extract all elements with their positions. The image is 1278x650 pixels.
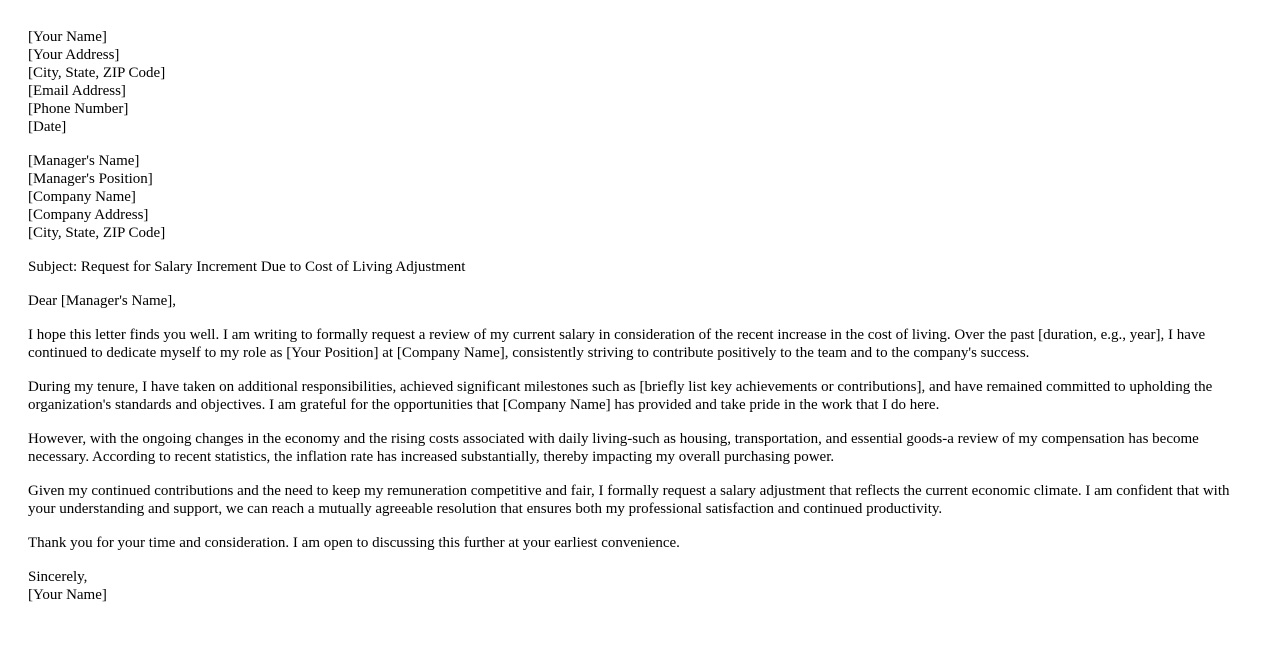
subject-line: Subject: Request for Salary Increment Due to Cost of Living Adjustment [28,259,466,275]
signature-name: [Your Name] [28,587,107,603]
body-paragraph-5: Thank you for your time and consideration. I am open to discussing this further at your earliest convenience. [28,535,680,551]
closing-block [28,568,1254,604]
sender-city-state-zip: [City, State, ZIP Code] [28,65,166,81]
recipient-address-block [28,152,1254,242]
recipient-address: [Company Address] [28,207,149,223]
body-paragraph-4: Given my continued contributions and the need to keep my remuneration competitive and fair, I formally request a salary adjustment that reflects the current economic climate. I am confident that with your understanding and support, we can reach a mutually agreeable resolution that ensures both my professional satisfaction and continued productivity. [28,483,1230,517]
body-paragraph-2: During my tenure, I have taken on additional responsibilities, achieved significant milestones such as [briefly list key achievements or contributions], and have remained committed to upholding the organization's standards and objectives. I am grateful for the opportunities that [Company Name] has provided and take pride in the work that I do here. [28,379,1213,413]
sender-email: [Email Address] [28,83,126,99]
letter-body [28,28,1254,620]
recipient-city-state-zip: [City, State, ZIP Code] [28,225,166,241]
body-paragraph-1: I hope this letter finds you well. I am writing to formally request a review of my current salary in consideration of the recent increase in the cost of living. Over the past [duration, e.g., year], I have continued to dedicate myself to my role as [Your Position] at [Company Name], consistently striving to contribute positively to the team and to the company's success. [28,327,1206,361]
salutation: Dear [Manager's Name], [28,293,177,309]
recipient-position: [Manager's Position] [28,171,153,187]
body-paragraph-3: However, with the ongoing changes in the economy and the rising costs associated with daily living-such as housing, transportation, and essential goods-a review of my compensation has become necessary. According to recent statistics, the inflation rate has increased substantially, thereby impacting my overall purchasing power. [28,431,1199,465]
sender-address-block [28,28,1254,136]
letter-date: [Date] [28,119,67,135]
recipient-name: [Manager's Name] [28,153,140,169]
sender-phone: [Phone Number] [28,101,129,117]
sender-name: [Your Name] [28,29,107,45]
sender-address: [Your Address] [28,47,120,63]
closing: Sincerely, [28,569,88,585]
recipient-company: [Company Name] [28,189,136,205]
